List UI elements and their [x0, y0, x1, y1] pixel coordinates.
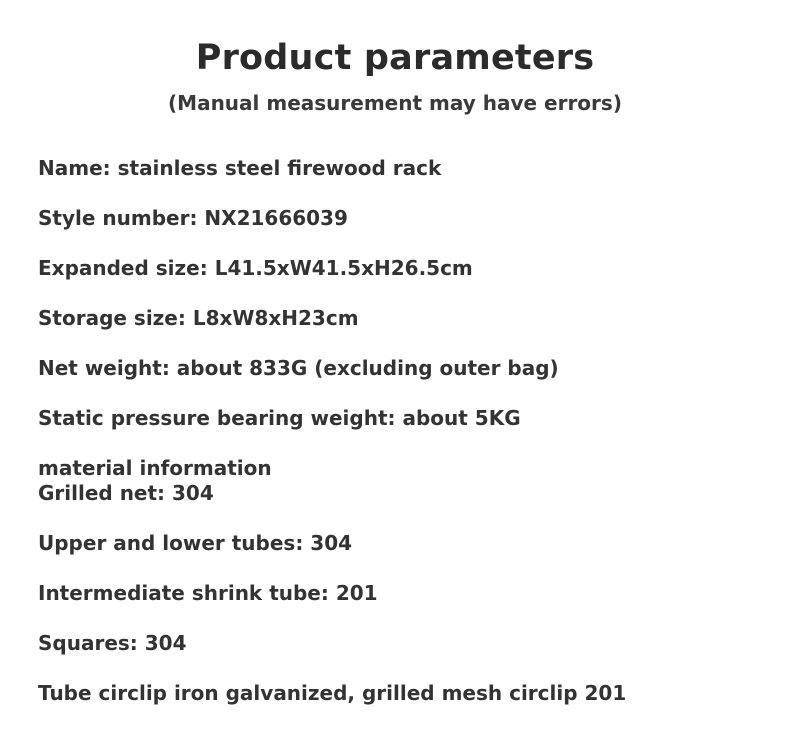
page-subtitle: (Manual measurement may have errors): [168, 91, 622, 115]
param-expanded-size: Expanded size: L41.5xW41.5xH26.5cm: [38, 256, 473, 280]
page-title: Product parameters: [195, 38, 595, 78]
param-squares: Squares: 304: [38, 631, 187, 655]
param-material-information: [38, 456, 778, 506]
material-heading: material information: [38, 456, 272, 480]
param-circlip: Tube circlip iron galvanized, grilled mesh circlip 201: [38, 681, 627, 705]
param-shrink-tube: Intermediate shrink tube: 201: [38, 581, 378, 605]
param-bearing-weight: Static pressure bearing weight: about 5KG: [38, 406, 521, 430]
param-grilled-net: Grilled net: 304: [38, 481, 214, 505]
param-net-weight: Net weight: about 833G (excluding outer bag): [38, 356, 559, 380]
param-name: Name: stainless steel firewood rack: [38, 156, 442, 180]
param-upper-lower-tubes: Upper and lower tubes: 304: [38, 531, 353, 555]
parameter-list: [38, 156, 778, 731]
param-storage-size: Storage size: L8xW8xH23cm: [38, 306, 359, 330]
param-style-number: Style number: NX21666039: [38, 206, 348, 230]
